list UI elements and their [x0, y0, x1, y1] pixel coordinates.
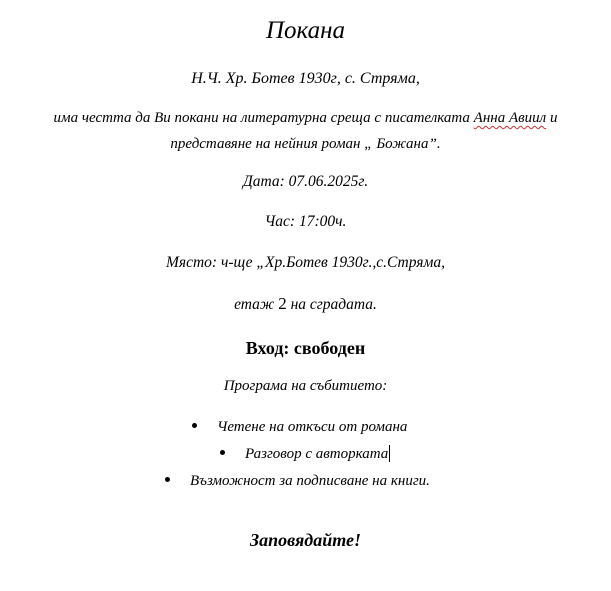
entry-info: Вход: свободен [245, 338, 366, 358]
text-cursor [389, 445, 390, 462]
bullet-icon [165, 477, 170, 482]
program-item-text: Четене на откъси от романа [217, 419, 408, 435]
event-floor [0, 294, 611, 315]
floor-suffix: на сградата. [286, 296, 377, 313]
program-item-text: Разговор с авторката [245, 446, 389, 462]
floor-number: 2 [278, 294, 287, 313]
program-list-item [220, 444, 390, 464]
event-time: Час: 17:00ч. [264, 213, 347, 230]
event-date: Дата: 07.06.2025г. [242, 173, 369, 190]
invitation-title: Покана [265, 17, 346, 44]
program-heading: Програма на събитието: [223, 378, 388, 394]
event-place: Място: ч-ще „Хр.Ботев 1930г.,с.Стряма, [165, 254, 446, 271]
bullet-icon [192, 423, 197, 428]
program-list-item [192, 417, 407, 437]
invitation-text-part: има честта да Ви покани на литературна среща с писателката [53, 110, 474, 126]
program-list-item [165, 471, 430, 491]
program-item-text: Възможност за подписване на книги. [190, 473, 430, 489]
invitation-text-part: и [546, 110, 558, 126]
author-name: Анна Авиил [473, 110, 547, 126]
invitation-text-line-2: представяне на нейния роман „ Божана”. [170, 136, 441, 152]
invitation-text-line-1 [0, 108, 611, 128]
floor-label: етаж [234, 296, 279, 313]
organizer-line: Н.Ч. Хр. Ботев 1930г, с. Стряма, [191, 70, 420, 87]
bullet-icon [220, 450, 225, 455]
closing-text: Заповядайте! [250, 530, 361, 550]
